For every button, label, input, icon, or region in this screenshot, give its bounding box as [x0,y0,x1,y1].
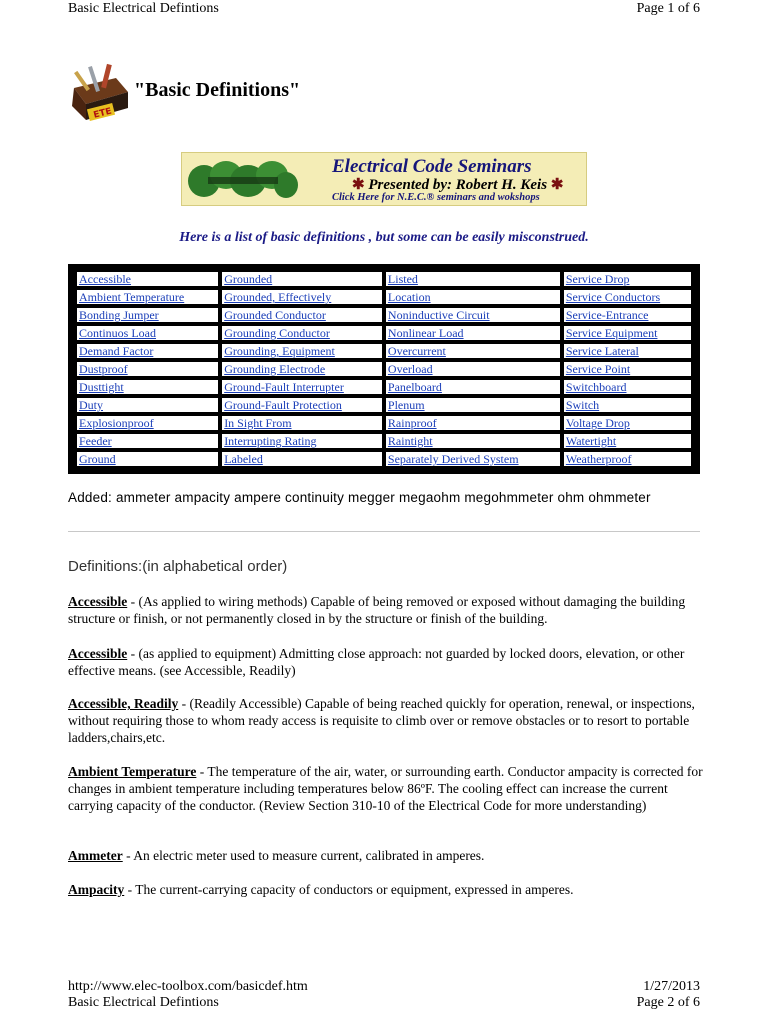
definition-link[interactable]: Separately Derived System [387,452,519,466]
definition-link[interactable]: Raintight [387,434,433,448]
definition-link[interactable]: Service Lateral [565,344,639,358]
page-title: "Basic Definitions" [134,79,301,101]
banner-presenter: ✱ Presented by: Robert H. Keis ✱ [352,177,564,193]
definition-text: - An electric meter used to measure current, calibrated in amperes. [122,848,485,863]
definition-link[interactable]: Plenum [387,398,425,412]
table-cell [385,379,561,395]
table-cell [563,451,692,467]
definition-link[interactable]: Dusttight [79,380,124,394]
table-row [76,433,692,449]
table-cell [385,397,561,413]
definition-link[interactable]: Grounded [224,272,273,286]
table-cell [563,271,692,287]
table-cell [221,451,383,467]
table-cell [221,379,383,395]
intro-text: Here is a list of basic definitions , but some can be easily misconstrued. [179,230,589,245]
definition-entry [68,881,708,898]
table-cell [563,361,692,377]
definition-link[interactable]: In Sight From [224,416,292,430]
definition-link[interactable]: Switchboard [565,380,627,394]
table-cell [221,289,383,305]
definition-link[interactable]: Location [387,290,431,304]
table-cell [385,271,561,287]
definition-term: Ampacity [68,882,125,897]
table-cell [76,433,219,449]
table-cell [76,379,219,395]
table-cell [563,379,692,395]
definition-link[interactable]: Dustproof [79,362,128,376]
definition-link[interactable]: Demand Factor [79,344,154,358]
definition-term: Accessible [68,594,128,609]
definition-link[interactable]: Explosionproof [79,416,154,430]
definition-link[interactable]: Labeled [224,452,263,466]
table-cell [221,415,383,431]
table-cell [385,307,561,323]
table-row [76,397,692,413]
definition-link[interactable]: Overcurrent [387,344,446,358]
table-cell [76,307,219,323]
definition-text: - The current-carrying capacity of conductors or equipment, expressed in amperes. [124,882,574,897]
star-icon: ✱ [550,177,564,193]
definition-link[interactable]: Feeder [79,434,112,448]
seminar-banner-link[interactable] [181,152,587,206]
table-row [76,343,692,359]
definition-entry [68,763,708,814]
table-cell [385,361,561,377]
definition-link[interactable]: Switch [565,398,600,412]
table-row [76,415,692,431]
definition-entry [68,695,708,746]
definition-link[interactable]: Continuos Load [79,326,156,340]
table-cell [385,451,561,467]
definition-text: - The temperature of the air, water, or surrounding earth. Conductor ampacity is corrected for changes in ambient temperature including temperatures below 86ºF. The cooling effect can increase the current carrying capacity of the conductor. (Review Section 310-10 of the Electrical Code for more understanding) [68,764,703,813]
banner-cta: Click Here for N.E.C.® seminars and wokshops [332,192,540,203]
definition-link[interactable]: Service Equipment [565,326,658,340]
table-cell [221,307,383,323]
table-cell [563,433,692,449]
table-cell [76,271,219,287]
definition-link[interactable]: Grounding Conductor [224,326,330,340]
definition-link[interactable]: Interrupting Rating [224,434,317,448]
definition-link[interactable]: Service Point [565,362,631,376]
table-cell [563,307,692,323]
table-cell [563,289,692,305]
table-row [76,379,692,395]
table-cell [385,289,561,305]
table-cell [221,433,383,449]
table-cell [221,271,383,287]
table-cell [76,415,219,431]
table-cell [385,415,561,431]
definition-text: - (Readily Accessible) Capable of being reached quickly for operation, renewal, or inspections, without requiring those to whom ready access is requisite to climb over or remove obstacles or to resort to portable ladders,chairs,etc. [68,696,695,745]
definition-link[interactable]: Service-Entrance [565,308,649,322]
definition-link[interactable]: Ground [79,452,116,466]
table-cell [385,325,561,341]
table-row [76,307,692,323]
table-cell [385,343,561,359]
table-cell [563,415,692,431]
table-cell [221,343,383,359]
table-row [76,451,692,467]
table-cell [76,343,219,359]
definition-entry [68,847,708,864]
definition-link[interactable]: Overload [387,362,433,376]
definition-link[interactable]: Ground-Fault Interrupter [224,380,344,394]
table-cell [76,451,219,467]
banner-title: Electrical Code Seminars [332,156,532,177]
definition-link[interactable]: Bonding Jumper [79,308,159,322]
table-cell [563,343,692,359]
definition-link[interactable]: Ambient Temperature [79,290,185,304]
table-cell [221,397,383,413]
header-title: Basic Electrical Defintions [68,1,219,16]
divider [68,531,700,532]
definition-term: Ammeter [68,848,123,863]
definition-link[interactable]: Duty [79,398,103,412]
definition-link[interactable]: Accessible [79,272,131,286]
definition-link[interactable]: Grounding, Equipment [224,344,335,358]
table-row [76,361,692,377]
toolbox-logo-icon [68,62,132,122]
table-cell [76,325,219,341]
definition-link[interactable]: Noninductive Circuit [387,308,490,322]
definition-link[interactable]: Panelboard [387,380,442,394]
definition-link[interactable]: Service Conductors [565,290,661,304]
header-page-number: Page 1 of 6 [636,1,700,16]
definition-text: - (as applied to equipment) Admitting close approach: not guarded by locked doors, elevation, or other effective means. (see Accessible, Readily) [68,646,685,678]
added-terms: Added: ammeter ampacity ampere continuity megger megaohm megohmmeter ohm ohmmeter [68,490,651,505]
table-cell [76,361,219,377]
definitions-heading: Definitions:(in alphabetical order) [68,558,288,575]
star-icon: ✱ [352,177,365,193]
definition-entry [68,593,708,627]
table-cell [76,289,219,305]
definition-link[interactable]: Grounded, Effectively [224,290,332,304]
definition-term: Accessible [68,646,128,661]
table-cell [563,325,692,341]
logo-label: ETE [92,106,113,121]
definition-entry [68,645,708,679]
table-row [76,289,692,305]
footer-page-number: Page 2 of 6 [636,995,700,1010]
definition-link[interactable]: Listed [387,272,418,286]
definition-link[interactable]: Rainproof [387,416,437,430]
definition-link[interactable]: Weatherproof [565,452,632,466]
table-row [76,271,692,287]
table-cell [563,397,692,413]
definition-link[interactable]: Nonlinear Load [387,326,464,340]
table-cell [76,397,219,413]
footer-date: 1/27/2013 [643,979,700,994]
definition-link[interactable]: Voltage Drop [565,416,630,430]
table-cell [221,325,383,341]
footer-url: http://www.elec-toolbox.com/basicdef.htm [68,979,308,994]
definitions-index-table [68,264,700,474]
table-cell [221,361,383,377]
definition-link[interactable]: Grounding Electrode [224,362,326,376]
definition-link[interactable]: Watertight [565,434,617,448]
footer-title: Basic Electrical Defintions [68,995,219,1010]
table-row [76,325,692,341]
definition-text: - (As applied to wiring methods) Capable of being removed or exposed without damaging the building structure or finish, or not permanently closed in by the structure or finish of the building. [68,594,686,626]
definition-link[interactable]: Ground-Fault Protection [224,398,342,412]
definition-term: Ambient Temperature [68,764,197,779]
definition-link[interactable]: Service Drop [565,272,630,286]
table-cell [385,433,561,449]
definition-term: Accessible, Readily [68,696,179,711]
foliage-graphic-icon [186,157,298,201]
definition-link[interactable]: Grounded Conductor [224,308,326,322]
